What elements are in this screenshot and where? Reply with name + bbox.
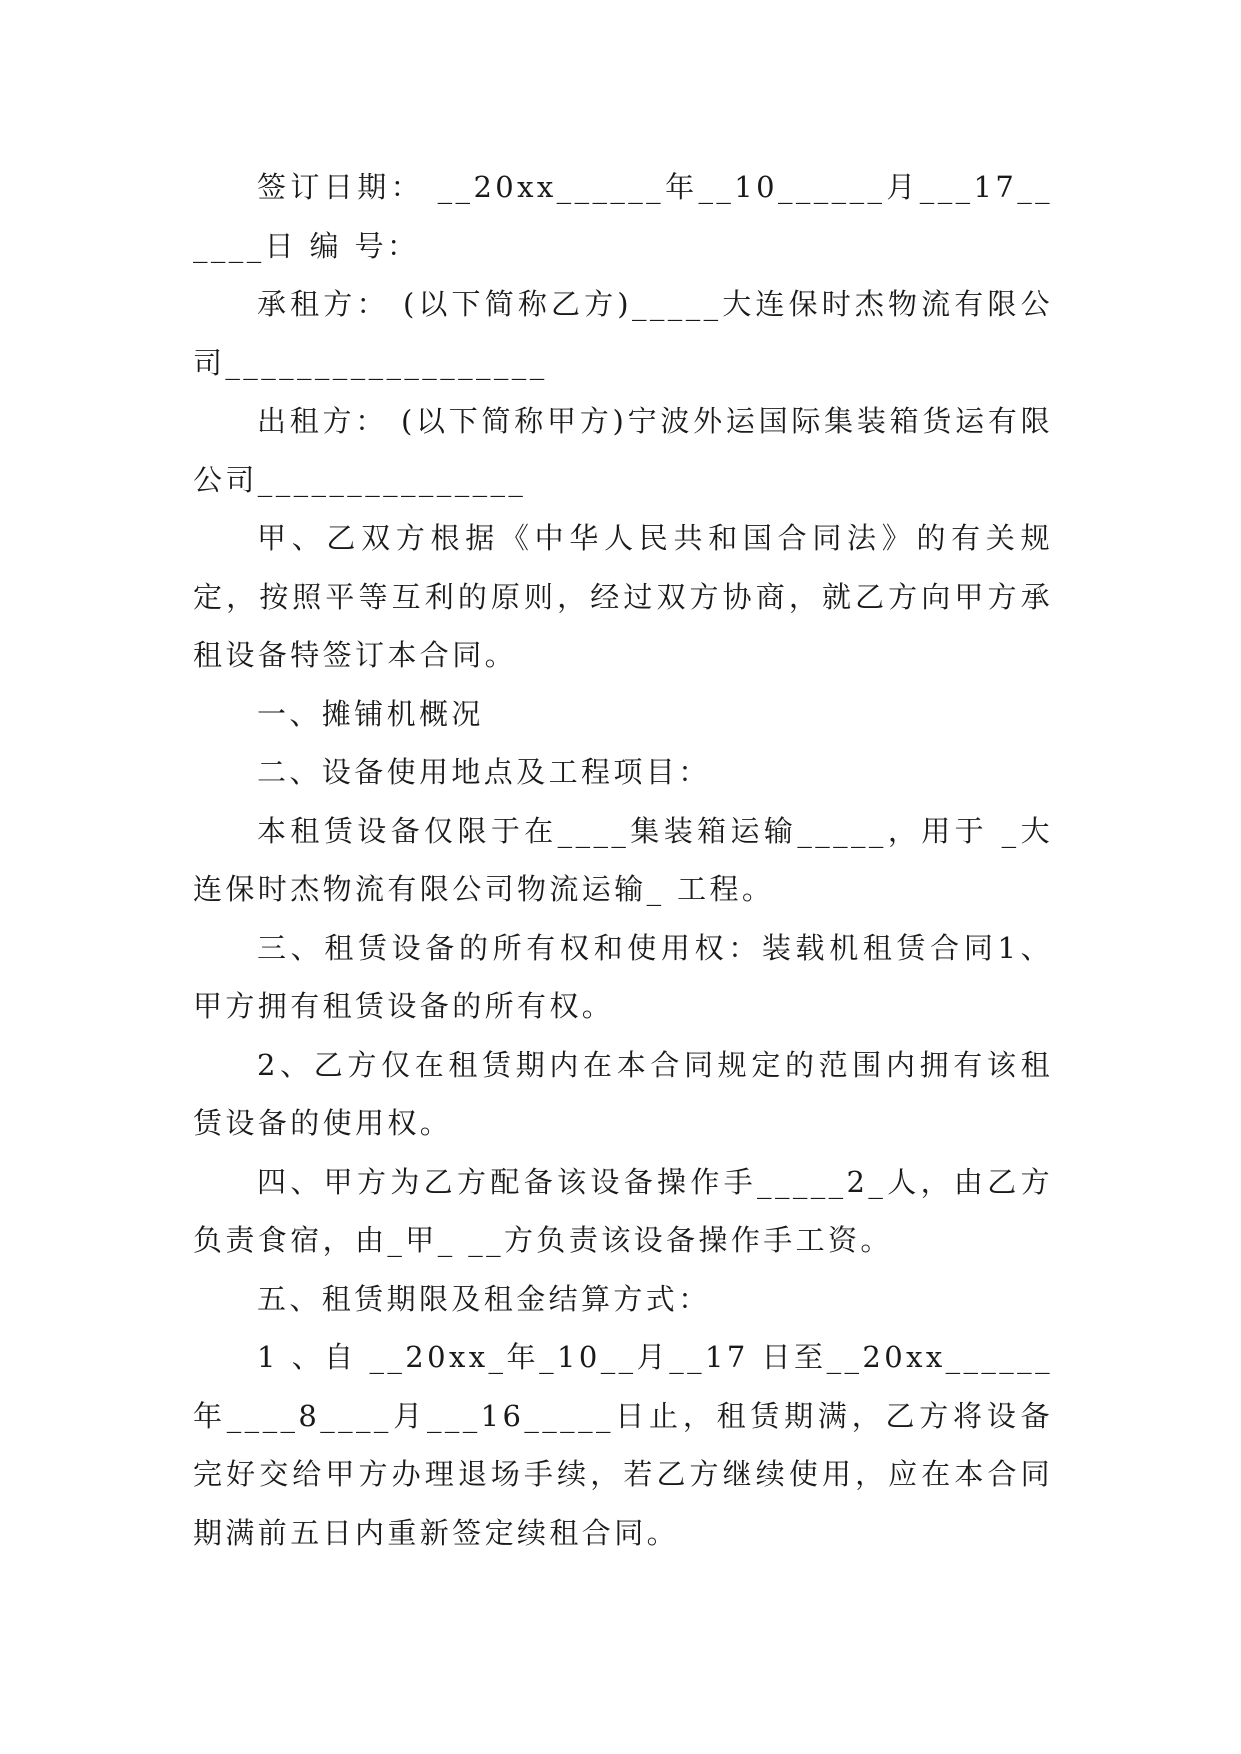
section-4-paragraph: 四、甲方为乙方配备该设备操作手_____2_人，由乙方负责食宿，由_甲_ __方负责该设备操作手工资。: [193, 1164, 1053, 1257]
section-3-item-2-paragraph: 2、乙方仅在租赁期内在本合同规定的范围内拥有该租赁设备的使用权。: [193, 1047, 1053, 1140]
lessor-paragraph: 出租方： (以下简称甲方)宁波外运国际集装箱货运有限公司_______________: [193, 404, 1053, 497]
section-5-item-1-paragraph: 1 、自 __20xx_年_10__月__17 日至__20xx______年____8____月___16_____日止，租赁期满，乙方将设备完好交给甲方办理退场手续，若乙方继续使用，应在本合同期满前五日内重新签定续租合同。: [193, 1340, 1053, 1550]
preamble-paragraph: 甲、乙双方根据《中华人民共和国合同法》的有关规定，按照平等互利的原则，经过双方协商，就乙方向甲方承租设备特签订本合同。: [193, 521, 1053, 672]
section-2-heading: 二、设备使用地点及工程项目：: [257, 755, 711, 789]
section-2-paragraph: 本租赁设备仅限于在____集装箱运输_____，用于 _大连保时杰物流有限公司物流运输_ 工程。: [193, 813, 1053, 906]
sign-date-paragraph: 签订日期： __20xx______年__10______月___17______日 编 号：: [193, 170, 1053, 263]
lessee-paragraph: 承租方： (以下简称乙方)_____大连保时杰物流有限公司__________________: [193, 287, 1053, 380]
section-1-heading: 一、摊铺机概况: [257, 696, 484, 731]
section-3-paragraph: 三、租赁设备的所有权和使用权：装载机租赁合同1、甲方拥有租赁设备的所有权。: [193, 930, 1053, 1023]
contract-body: [193, 158, 1053, 1562]
section-5-heading: 五、租赁期限及租金结算方式：: [257, 1281, 711, 1316]
